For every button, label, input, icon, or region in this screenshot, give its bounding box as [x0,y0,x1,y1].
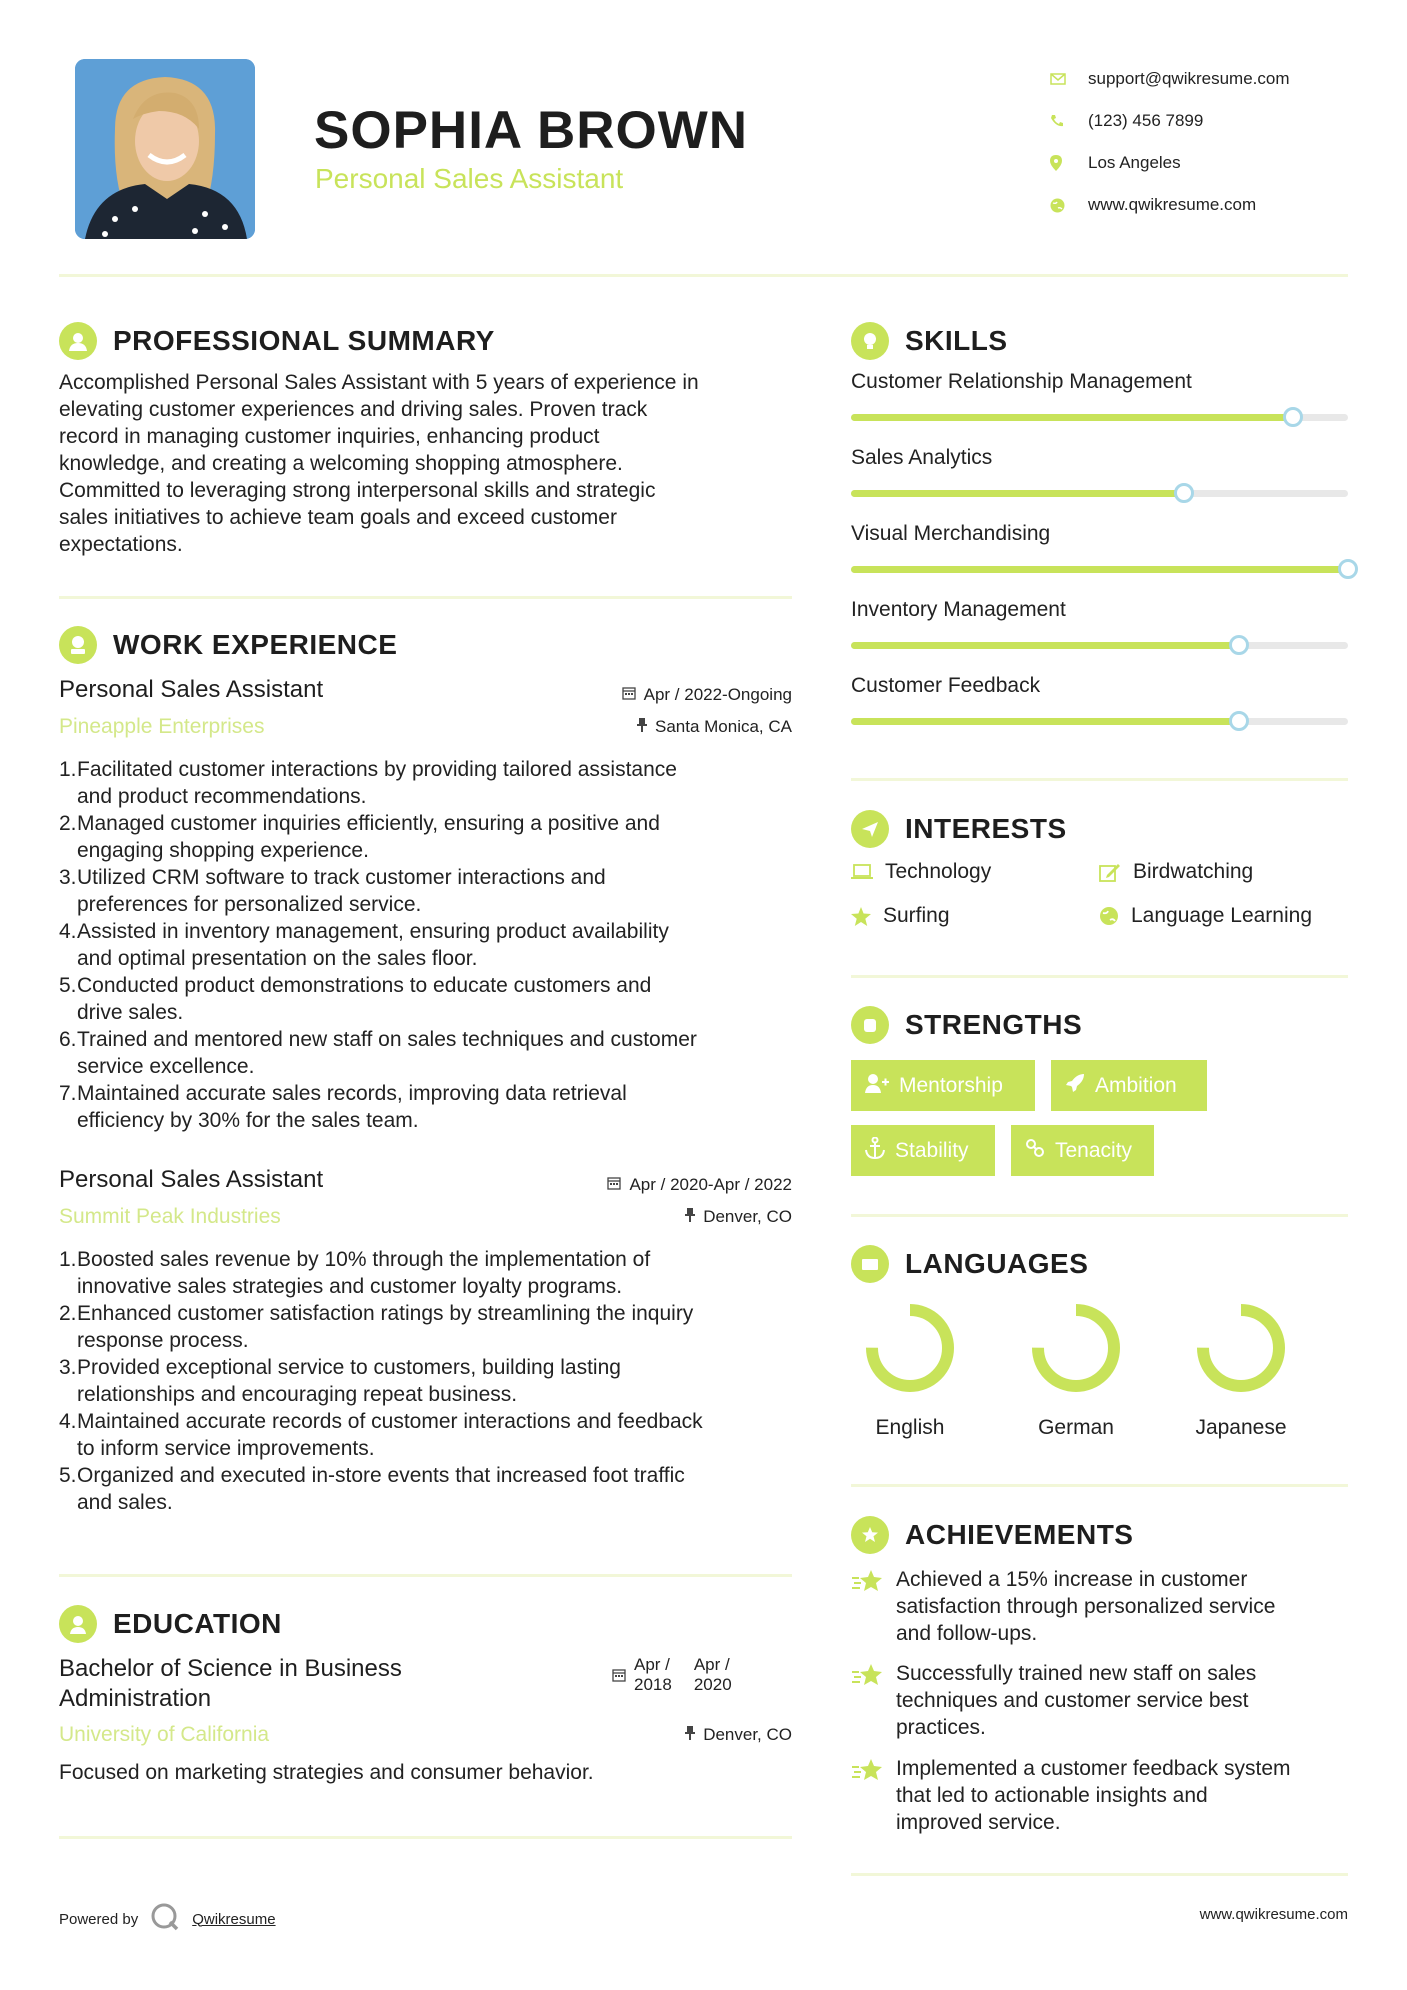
skill-bar [851,490,1348,497]
award-icon [851,1516,889,1554]
strength-label: Ambition [1095,1073,1177,1097]
contact-phone[interactable] [1050,100,1370,142]
skill-item [851,674,1348,725]
languages-divider [851,1484,1348,1487]
laptop-icon [851,864,873,880]
job-company: Summit Peak Industries [59,1205,281,1228]
education-description: Focused on marketing strategies and consumer behavior. [59,1761,594,1784]
skills-title: SKILLS [905,325,1008,356]
interest-item [851,904,950,928]
education-end: Apr / 2020 [693,1655,732,1694]
skill-name: Inventory Management [851,598,1066,621]
star-badge-icon [851,1755,896,1836]
skill-item [851,522,1348,573]
skill-item [851,370,1348,421]
contact-email[interactable] [1050,58,1370,100]
star-badge-icon [851,1660,896,1741]
education-location-text: Denver, CO [703,1725,792,1744]
degree-line: Bachelor of Science in Business [59,1655,402,1682]
summary-line: knowledge, and creating a welcoming shopping atmosphere. [59,452,623,475]
language-ring-arc [1038,1310,1114,1386]
summary-line: Accomplished Personal Sales Assistant with 5 years of experience in [59,371,699,394]
contact-block [1050,58,1370,226]
graduation-icon [59,1605,97,1643]
skills-heading [851,322,1008,360]
contact-website-text: www.qwikresume.com [1088,195,1257,214]
achievement-item [851,1566,1361,1647]
list-item: 1. Boosted sales revenue by 10% through the implementation of innovative sales strategies and customer loyalty programs. [59,1248,651,1298]
star-badge-icon [851,1566,896,1647]
interests-heading [851,810,1067,848]
footer-website[interactable]: www.qwikresume.com [1199,1906,1348,1923]
globe-icon [1050,198,1088,213]
language-name: English [875,1416,945,1439]
skill-bar-fill [851,642,1239,649]
strengths-divider [851,1214,1348,1217]
language-item [845,1300,975,1440]
contact-website[interactable] [1050,184,1370,226]
user-icon [59,322,97,360]
strength-badge [1011,1125,1154,1176]
summary-line: elevating customer experiences and driving sales. Proven track [59,398,648,421]
summary-title: PROFESSIONAL SUMMARY [113,325,495,356]
interest-item [851,860,991,884]
job-dates-text: Apr / 2020-Apr / 2022 [629,1175,792,1194]
fist-icon [851,1006,889,1044]
list-item: 4. Assisted in inventory management, ensuring product availability and optimal presentation on the sales floor. [59,920,669,970]
job-location [560,717,792,737]
job-location-text: Denver, CO [703,1207,792,1226]
language-ring [1193,1300,1289,1396]
interests-title: INTERESTS [905,813,1067,844]
experience-title: WORK EXPERIENCE [113,629,398,660]
education-heading [59,1605,282,1643]
achievements-title: ACHIEVEMENTS [905,1519,1134,1550]
pin-icon [685,1207,695,1227]
education-degree [59,1654,402,1714]
skill-bar-fill [851,718,1239,725]
skill-bar-knob [1229,635,1249,655]
edit-icon [1099,862,1121,882]
paper-plane-icon [851,810,889,848]
skill-name: Customer Relationship Management [851,370,1192,393]
contact-location [1050,142,1370,184]
pin-icon [685,1725,695,1745]
languages-title: LANGUAGES [905,1248,1089,1279]
contact-phone-text: (123) 456 7899 [1088,111,1204,130]
language-item [1176,1300,1306,1440]
skill-bar-fill [851,490,1184,497]
skill-item [851,446,1348,497]
skill-bar [851,718,1348,725]
achievements-divider [851,1873,1348,1876]
achievements-heading [851,1516,1133,1554]
skill-name: Customer Feedback [851,674,1041,697]
degree-line: Administration [59,1685,212,1712]
interest-label: Language Learning [1131,904,1313,927]
education-dates [612,1655,732,1695]
interest-item [1099,904,1312,928]
skill-bar [851,414,1348,421]
summary-divider [59,596,792,599]
phone-icon [1050,114,1088,128]
strengths-heading [851,1006,1082,1044]
achievement-text: Successfully trained new staff on sales techniques and customer service best practices. [896,1662,1257,1739]
interest-label: Technology [885,860,992,883]
link-icon [1025,1138,1045,1164]
list-item: 2. Managed customer inquiries efficiently, ensuring a positive and engaging shopping experience. [59,812,660,862]
interest-label: Birdwatching [1133,860,1254,883]
summary-line: sales initiatives to achieve team goals and exceed customer [59,506,617,529]
achievement-item [851,1755,1361,1836]
map-pin-icon [1050,155,1088,171]
strength-label: Stability [895,1138,969,1162]
strength-label: Tenacity [1055,1138,1133,1162]
achievement-text: Achieved a 15% increase in customer satisfaction through personalized service and follow-ups. [896,1568,1276,1645]
contact-email-text: support@qwikresume.com [1088,69,1290,88]
education-title: EDUCATION [113,1608,282,1639]
skill-bar-knob [1338,559,1358,579]
job-location-text: Santa Monica, CA [654,717,792,736]
list-item: 3. Utilized CRM software to track customer interactions and preferences for personalized service. [59,866,606,916]
envelope-icon [1050,73,1088,85]
star-icon [851,907,871,926]
job-company: Pineapple Enterprises [59,715,265,738]
summary-line: record in managing customer inquiries, enhancing product [59,425,600,448]
profile-photo [75,59,255,239]
briefcase-icon [59,626,97,664]
anchor-icon [865,1137,885,1165]
pin-icon [637,717,647,737]
footer-powered-by [59,1902,276,1936]
education-location [560,1725,792,1745]
list-item: 2. Enhanced customer satisfaction ratings by streamlining the inquiry response process. [59,1302,694,1352]
list-item: 6. Trained and mentored new staff on sales techniques and customer service excellence. [59,1028,697,1078]
experience-heading [59,626,397,664]
powered-by-label: Powered by [59,1910,139,1928]
skill-bar [851,566,1348,573]
skill-bar [851,642,1348,649]
achievement-text: Implemented a customer feedback system that led to actionable insights and improved service. [896,1757,1291,1834]
skill-bar-knob [1283,407,1303,427]
calendar-icon [607,1175,621,1195]
skill-bar-fill [851,566,1348,573]
strength-badge [851,1060,1035,1111]
lightbulb-icon [851,322,889,360]
job-dates-text: Apr / 2022-Ongoing [643,685,792,704]
job-dates [560,685,792,705]
language-ring-arc [1203,1310,1279,1386]
globe-icon [1099,906,1119,926]
qwikresume-link[interactable]: Qwikresume [192,1910,276,1928]
candidate-title: Personal Sales Assistant [315,163,624,194]
language-icon [851,1245,889,1283]
summary-line: Committed to leveraging strong interpersonal skills and strategic [59,479,656,502]
candidate-name: SOPHIA BROWN [314,101,749,160]
job-location [560,1207,792,1227]
education-divider [59,1836,792,1839]
list-item: 1. Facilitated customer interactions by providing tailored assistance and product recommendations. [59,758,677,808]
list-item: 7. Maintained accurate sales records, improving data retrieval efficiency by 30% for the sales team. [59,1082,627,1132]
list-item: 3. Provided exceptional service to customers, building lasting relationships and encouraging repeat business. [59,1356,621,1406]
skill-item [851,598,1348,649]
experience-divider [59,1574,792,1577]
achievement-item [851,1660,1361,1741]
skill-bar-knob [1229,711,1249,731]
job-bullets [59,1246,799,1516]
header-divider [59,274,1348,277]
rocket-icon [1065,1073,1085,1099]
interest-label: Surfing [883,904,950,927]
interests-divider [851,975,1348,978]
qwikresume-logo-icon [150,1902,180,1936]
calendar-icon [622,685,636,705]
list-item: 5. Conducted product demonstrations to educate customers and drive sales. [59,974,652,1024]
language-name: German [1038,1416,1114,1439]
languages-heading [851,1245,1088,1283]
job-dates [560,1175,792,1195]
interest-item [1099,860,1253,884]
calendar-icon [612,1655,626,1695]
skill-bar-knob [1174,483,1194,503]
job-bullets [59,756,799,1134]
education-school: University of California [59,1723,270,1746]
language-ring-arc [872,1310,948,1386]
skill-bar-fill [851,414,1293,421]
education-start: Apr / 2018 [634,1655,672,1694]
list-item: 5. Organized and executed in-store events that increased foot traffic and sales. [59,1464,685,1514]
skill-name: Sales Analytics [851,446,993,469]
contact-location-text: Los Angeles [1088,153,1181,172]
list-item: 4. Maintained accurate records of customer interactions and feedback to inform service improvements. [59,1410,703,1460]
language-ring [862,1300,958,1396]
summary-heading [59,322,495,360]
strengths-title: STRENGTHS [905,1009,1083,1040]
skills-divider [851,778,1348,781]
summary-line: expectations. [59,533,183,556]
summary-text [59,369,794,558]
strength-badge [1051,1060,1207,1111]
language-ring [1028,1300,1124,1396]
skill-name: Visual Merchandising [851,522,1051,545]
job-title: Personal Sales Assistant [59,1166,324,1193]
language-name: Japanese [1195,1416,1287,1439]
user-plus-icon [865,1073,889,1099]
language-item [1011,1300,1141,1440]
job-title: Personal Sales Assistant [59,676,324,703]
strength-label: Mentorship [899,1073,1003,1097]
strength-badge [851,1125,995,1176]
